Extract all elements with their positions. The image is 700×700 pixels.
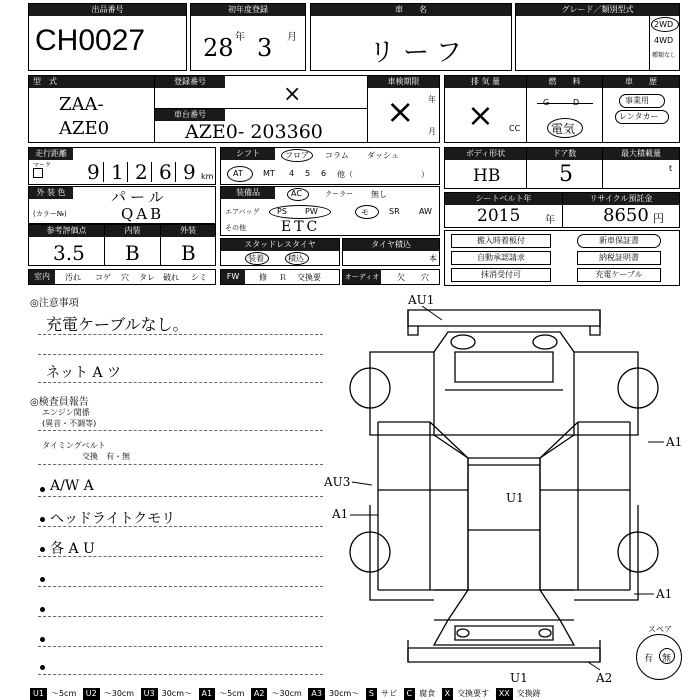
legend-desc-a2: ～30cm: [271, 689, 302, 698]
studless-box: [220, 238, 340, 266]
recycle-cell: [563, 193, 679, 227]
audio-label: オーディオ: [343, 270, 381, 284]
studless-label: スタッドレスタイヤ: [221, 239, 339, 251]
bullet-3: [40, 547, 45, 552]
service-tax-certificate[interactable]: 納税証明書: [577, 251, 661, 265]
grade-box: [515, 3, 680, 71]
color-code: QAB: [121, 205, 165, 223]
displacement-label: 排 気 量: [445, 76, 526, 88]
legend-desc-x: 交換要す: [457, 689, 490, 698]
inspector-title: ◎検査員報告: [30, 397, 89, 408]
doors-cell: [527, 148, 603, 188]
mark-a2: A2: [596, 671, 613, 685]
inspection-month-unit: 月: [428, 127, 436, 136]
roof: [468, 458, 540, 590]
inspection-value: ×: [386, 92, 415, 132]
legend-code-a1: A1: [199, 688, 216, 700]
chassis-value: AZE0- 203360: [185, 121, 323, 143]
drive-column: [649, 16, 680, 71]
mileage-digit-4: 6: [159, 160, 172, 184]
front-bumper: [408, 310, 600, 326]
recycle-unit: 円: [653, 212, 664, 225]
body-shape-cell: [445, 148, 527, 188]
fuel-cell: [527, 76, 603, 142]
color-label: 外 装 色: [29, 187, 73, 199]
seatbelt-unit: 年: [545, 215, 555, 226]
legend-desc-c: 腐食: [419, 689, 436, 698]
inspection-year-unit: 年: [428, 95, 436, 104]
doors-value: 5: [559, 162, 573, 187]
service-arrival-plate[interactable]: 搬入時着板付: [451, 234, 551, 248]
equipment-airbag: エアバッグ: [225, 208, 260, 216]
ref-score-value: 3.5: [53, 241, 85, 265]
first-registration-year: 28: [203, 34, 234, 62]
body-shape-label: ボディ形状: [445, 148, 526, 160]
lot-number-box: [28, 3, 187, 71]
bullet-1: [40, 487, 45, 492]
trans-4: 4: [289, 169, 295, 178]
fuel-label: 燃 料: [527, 76, 602, 88]
service-deregistration[interactable]: 抹消受付可: [451, 268, 551, 282]
note-rule-10: [38, 616, 323, 617]
legend-desc-xx: 交換跡: [516, 689, 541, 698]
seatbelt-cell: [445, 193, 563, 227]
registration-block: [28, 75, 440, 143]
equipment-other-value: ETC: [281, 219, 321, 235]
legend-desc-a3: 30cm～: [328, 689, 360, 698]
spare-option-yes: 有: [644, 654, 654, 664]
load-label: 最大積載量: [603, 148, 679, 160]
legend-code-u2: U2: [83, 688, 100, 700]
equipment-mo: モ: [361, 208, 369, 217]
tire-box: [342, 238, 440, 266]
legend-code-u3: U3: [141, 688, 158, 700]
month-unit: 月: [287, 32, 297, 43]
note-rule-1: [38, 334, 323, 335]
inspection-cell: [367, 76, 439, 142]
trans-at: AT: [233, 169, 243, 178]
mark-u1-roof: U1: [506, 491, 524, 505]
note-rule-2: [38, 354, 323, 355]
shift-label: シフト: [221, 148, 275, 160]
history-option-business: 事業用: [625, 96, 649, 105]
spec-block: [444, 75, 680, 143]
mileage-digit-5: 9: [183, 160, 196, 184]
fw-item-repair: 修: [259, 273, 267, 282]
chassis-label: 車台番号: [155, 109, 225, 121]
audio-box: [342, 269, 440, 285]
engine-label: エンジン関係: [42, 408, 90, 417]
interior-condition-box: [28, 269, 216, 285]
note-rule-9: [38, 586, 323, 587]
body-box: [444, 147, 680, 189]
displacement-value: ×: [467, 96, 494, 134]
cc-unit: CC: [509, 124, 521, 133]
color-value: パール: [111, 188, 168, 206]
ac-option-cooler: クーラー: [325, 190, 353, 198]
exterior-score-label: 外装: [161, 225, 215, 237]
legend-code-s: S: [366, 688, 377, 700]
bullet-6: [40, 637, 45, 642]
fw-label: FW: [221, 270, 245, 284]
legend-desc-u2: ～30cm: [103, 689, 135, 698]
history-cell: [603, 76, 679, 142]
fw-item-replace: 交換要: [297, 273, 321, 282]
fuel-option-g: G: [543, 98, 550, 107]
mileage-label: 走行距離: [29, 148, 73, 160]
mileage-mark: マーク: [33, 162, 52, 169]
legend-code-xx: XX: [496, 688, 513, 700]
interior-score-value: B: [125, 241, 140, 265]
inspection-label: 車検期限: [368, 76, 439, 88]
legend-code-c: C: [404, 688, 416, 700]
model-cell: [29, 76, 155, 142]
note-rule-3: [38, 382, 323, 383]
first-registration-box: [190, 3, 306, 71]
recycle-label: リサイクル預託金: [563, 193, 679, 205]
interior-item-tear: 破れ: [163, 273, 179, 282]
reg-no-value: ×: [283, 82, 302, 107]
mark-a1-right-rear: A1: [656, 587, 673, 601]
legend-code-a2: A2: [251, 688, 268, 700]
bullet-4: [40, 577, 45, 582]
service-charge-cable[interactable]: 充電ケーブル: [577, 268, 661, 282]
notes-title: ◎注意事項: [30, 298, 79, 309]
legend-desc-u3: 30cm～: [161, 689, 192, 698]
interior-item-sag: タレ: [139, 273, 155, 282]
spare-label: スペア: [648, 625, 672, 634]
reg-no-cell: [155, 76, 367, 109]
interior-condition-label: 室内: [29, 270, 55, 284]
mileage-box: [28, 147, 216, 185]
legend-code-u1: U1: [30, 688, 47, 700]
seatbelt-label: シートベルト年: [445, 193, 562, 205]
timing-label: タイミングベルト: [42, 441, 106, 450]
interior-item-dirt: 汚れ: [65, 273, 81, 282]
reg-no-label: 登録番号: [155, 76, 225, 88]
audio-item-missing: 欠: [397, 273, 405, 282]
studless-option-fitted: 装着: [248, 254, 264, 263]
fuel-value: 電気: [551, 122, 576, 136]
km-unit: km: [201, 172, 214, 181]
equipment-label: 装備品: [221, 187, 275, 199]
interior-score-label: 内装: [105, 225, 160, 237]
fuel-option-d: D: [573, 98, 580, 107]
rear-bumper: [408, 648, 600, 662]
bullet-2: [40, 517, 45, 522]
fuel-strike: [537, 103, 593, 104]
interior-item-burn: コゲ: [95, 273, 111, 282]
scores-box: [28, 224, 216, 266]
equipment-other-label: その他: [225, 224, 246, 232]
trans-mt: MT: [263, 169, 275, 178]
mark-au1: AU1: [408, 293, 435, 307]
first-registration-label: 初年度登録: [191, 4, 305, 16]
car-name-label: 車 名: [311, 4, 511, 16]
model-label: 型 式: [29, 76, 154, 88]
legend-code-x: X: [442, 688, 453, 700]
mileage-digits: [79, 158, 201, 184]
damage-legend: [30, 688, 700, 700]
model-line2: AZE0: [59, 118, 110, 139]
equipment-pw: PW: [305, 207, 318, 216]
exterior-score-cell: [161, 225, 215, 265]
service-new-warranty[interactable]: 新車保証書: [577, 234, 661, 248]
car-name-value: リーフ: [369, 38, 470, 68]
note-rule-11: [38, 646, 323, 647]
equipment-box: [220, 186, 440, 236]
drive-2wd-circle: [651, 17, 679, 32]
engine-sub: (異音・不調等): [42, 419, 97, 428]
spare-no-circle: [659, 648, 675, 664]
body-shape-value: HB: [473, 166, 501, 186]
interior-item-hole: 穴: [121, 273, 129, 282]
studless-option-loaded: 積込: [288, 254, 304, 263]
note-rule-12: [38, 674, 323, 675]
legend-desc-a1: ～5cm: [219, 689, 245, 698]
displacement-cell: [445, 76, 527, 142]
color-no-label: (カラー№): [33, 210, 67, 218]
ref-score-label: 参考評価点: [29, 225, 104, 237]
mileage-digit-3: 2: [135, 160, 148, 184]
tire-unit: 本: [429, 254, 437, 263]
color-box: [28, 186, 216, 224]
drive-other: 種類なし: [652, 52, 677, 59]
load-unit: t: [669, 164, 673, 173]
shift-option-column: コラム: [325, 151, 349, 160]
inspector-item-3: 各 A U: [50, 541, 95, 557]
ac-option-none: 無し: [371, 190, 387, 199]
spare-option-no: 無: [662, 654, 672, 664]
seatbelt-recycle-box: [444, 192, 680, 228]
seatbelt-value: 2015: [477, 206, 521, 226]
history-label: 車 歴: [603, 76, 679, 88]
bullet-7: [40, 665, 45, 670]
services-box: [444, 230, 680, 286]
trans-other-close: ）: [421, 170, 429, 179]
notes-line1: 充電ケーブルなし。: [46, 315, 189, 334]
notes-line2: ネット A ツ: [46, 365, 122, 381]
year-unit: 年: [235, 32, 245, 43]
equipment-aw: AW: [419, 207, 432, 216]
lot-number-label: 出品番号: [29, 4, 186, 16]
mileage-mark-box: [33, 168, 43, 178]
note-rule-6: [38, 496, 323, 497]
doors-label: ドア数: [527, 148, 602, 160]
interior-score-cell: [105, 225, 161, 265]
audio-item-hole: 穴: [421, 273, 429, 282]
grade-label: グレード／類別型式: [516, 4, 679, 16]
recycle-value: 8650: [603, 205, 649, 226]
fw-item-r: Ｒ: [279, 273, 287, 282]
note-rule-8: [38, 556, 323, 557]
tire-label: タイヤ積込: [343, 239, 439, 251]
lot-number-value: CH0027: [35, 24, 146, 57]
legend-code-a3: A3: [308, 688, 325, 700]
mark-a1-right-front: A1: [666, 435, 683, 449]
shift-option-dash: ダッシュ: [367, 151, 399, 160]
inspector-item-2: ヘッドライトクモリ: [50, 511, 176, 527]
trans-6: 6: [321, 169, 327, 178]
legend-desc-s: サビ: [380, 689, 397, 698]
mark-au3: AU3: [324, 475, 351, 489]
inspector-item-1: A/W A: [50, 478, 94, 494]
timing-sub: 交換 有・無: [82, 452, 130, 461]
model-line1: ZAA-: [59, 94, 104, 115]
drive-4wd: 4WD: [654, 36, 674, 45]
bullet-5: [40, 607, 45, 612]
history-option-rental: レンタカー: [619, 112, 659, 121]
mileage-digit-1: 9: [87, 160, 100, 184]
car-damage-diagram: [324, 290, 700, 685]
shift-option-floor: フロア: [285, 151, 309, 160]
fw-box: [220, 269, 340, 285]
mileage-digit-2: 1: [111, 160, 124, 184]
note-rule-4: [38, 430, 323, 431]
ac-option-ac: AC: [291, 189, 302, 198]
equipment-ps: PS: [277, 207, 287, 216]
note-rule-5: [38, 464, 323, 465]
load-cell: [603, 148, 679, 188]
first-registration-month: 3: [257, 34, 273, 62]
drive-2wd: 2WD: [654, 20, 674, 29]
note-rule-7: [38, 526, 323, 527]
service-auto-approval[interactable]: 自動承認請求: [451, 251, 551, 265]
mark-a1-left: A1: [332, 507, 349, 521]
ref-score-cell: [29, 225, 105, 265]
legend-desc-u1: ～5cm: [50, 689, 77, 698]
mark-u1-rear: U1: [510, 671, 528, 685]
car-name-box: [310, 3, 512, 71]
trans-5: 5: [305, 169, 311, 178]
trans-other: 他（: [337, 170, 353, 179]
chassis-cell: [155, 109, 367, 142]
interior-item-stain: シミ: [191, 273, 207, 282]
shift-box: [220, 147, 440, 185]
exterior-score-value: B: [181, 241, 196, 265]
equipment-sr: SR: [389, 207, 400, 216]
